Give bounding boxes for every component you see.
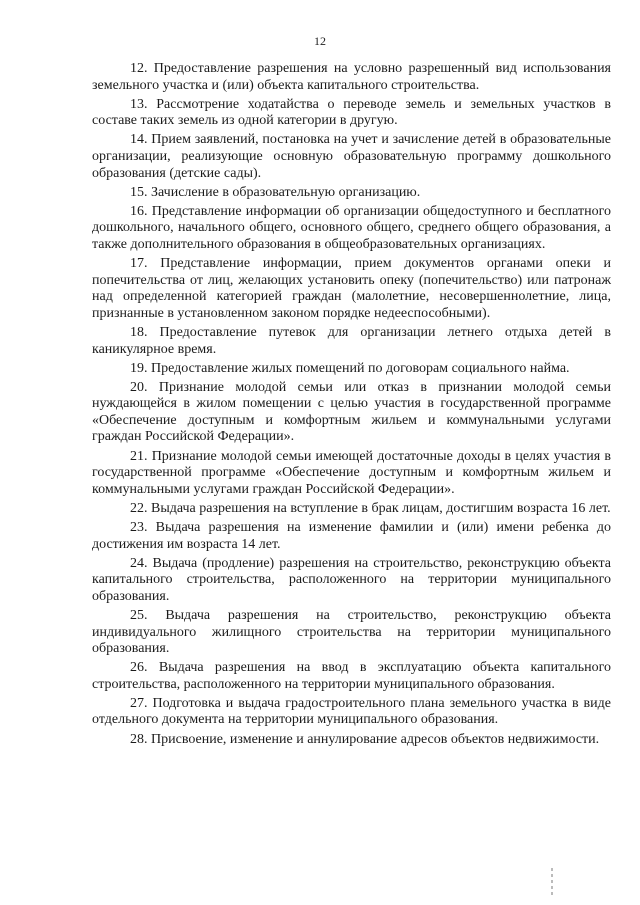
list-item-19: 19. Предоставление жилых помещений по договорам социального найма. [130,360,570,376]
list-item-22: 22. Выдача разрешения на вступление в брак лицам, достигшим возраста 16 лет. [130,500,611,516]
services-list [92,61,611,751]
list-item-23: 23. Выдача разрешения на изменение фамилии и (или) имени ребенка до достижения им возраста 14 лет. [92,519,611,552]
list-item-13: 13. Рассмотрение ходатайства о переводе земель и земельных участков в составе таких земель из одной категории в другую. [92,96,611,129]
list-item-25: 25. Выдача разрешения на строительство, реконструкцию объекта индивидуального жилищного строительства на территории муниципального образования. [92,607,611,657]
page-number: 12 [314,34,326,48]
list-item-17: 17. Представление информации, прием документов органами опеки и попечительства от лиц, желающих установить опеку (попечительство) или патронаж над определенной категорией граждан (малолетние, несовершеннолетние, лица, признанные в установленном законом порядке недееспособными). [92,256,611,321]
list-item-14: 14. Прием заявлений, постановка на учет и зачисление детей в образовательные организации, реализующие основную образовательную программу дошкольного образования (детские сады). [92,132,611,181]
list-item-12: 12. Предоставление разрешения на условно разрешенный вид использования земельного участка и (или) объекта капитального строительства. [92,61,611,93]
list-item-27: 27. Подготовка и выдача градостроительного плана земельного участка в виде отдельного документа на территории муниципального образования. [92,695,611,728]
list-item-28: 28. Присвоение, изменение и аннулирование адресов объектов недвижимости. [130,731,600,747]
scan-artifact [551,868,553,898]
list-item-21: 21. Признание молодой семьи имеющей достаточные доходы в целях участия в государственной программе «Обеспечение доступным и комфортным жильем и коммунальными услугами граждан Российской Федерации». [92,448,611,497]
list-item-26: 26. Выдача разрешения на ввод в эксплуатацию объекта капитального строительства, расположенного на территории муниципального образования. [92,660,611,692]
list-item-24: 24. Выдача (продление) разрешения на строительство, реконструкцию объекта капитального строительства, расположенного на территории муниципального образования. [92,555,611,604]
list-item-20: 20. Признание молодой семьи или отказ в признании молодой семьи нуждающейся в жилом помещении с целью участия в государственной программе «Обеспечение доступным и комфортным жильем и коммунальными услугами граждан Российской Федерации». [92,379,611,445]
list-item-18: 18. Предоставление путевок для организации летнего отдыха детей в каникулярное время. [92,324,611,357]
list-item-16: 16. Представление информации об организации общедоступного и бесплатного дошкольного, начального общего, основного общего, среднего общего образования, а также дополнительного образования в общеобразовательных организациях. [92,203,611,252]
list-item-15: 15. Зачисление в образовательную организацию. [130,184,421,200]
